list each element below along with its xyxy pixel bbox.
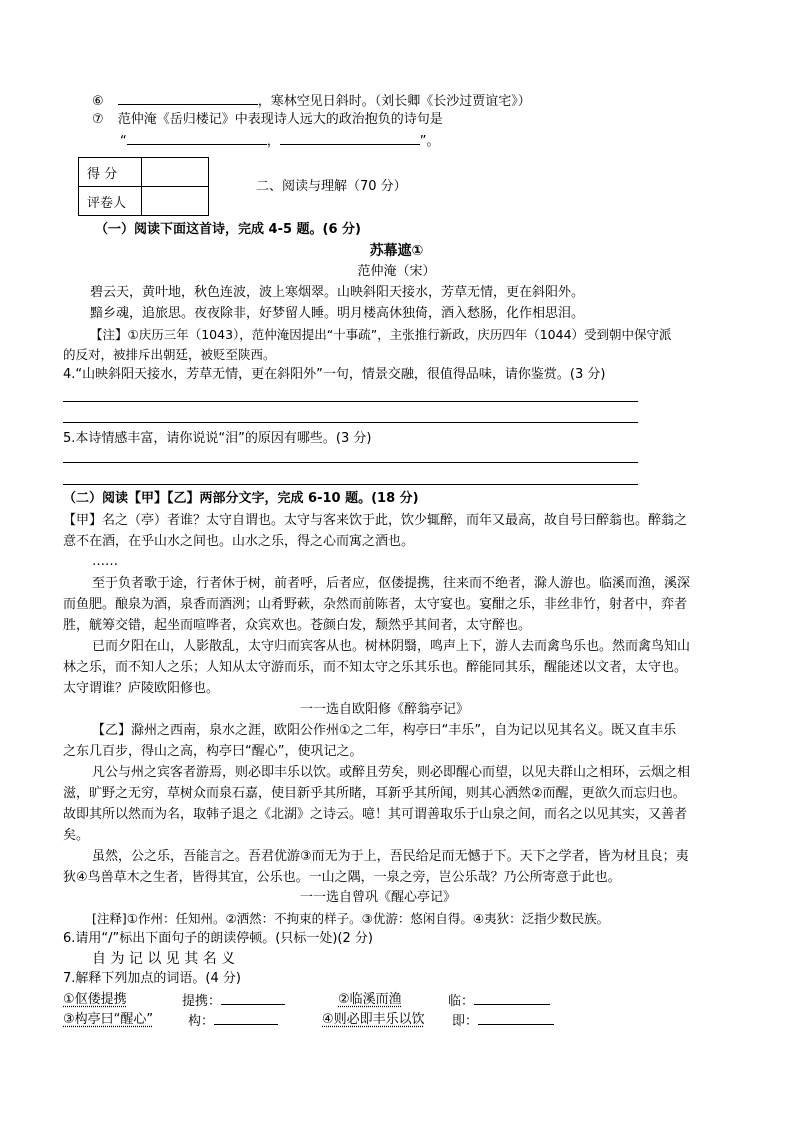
part2-heading: （二）阅读【甲】【乙】两部分文字，完成 6-10 题。(18 分) [63,491,419,506]
q7-open-quote: “ [120,134,127,149]
poem-note-cont: 的反对，被排斥出朝廷，被贬至陕西。 [63,347,276,362]
jia-text: 林之乐，而不知人之乐；人知从太守游而乐，而不知太守之乐其乐也。醉能同其乐，醒能述以文者，太守也。 [63,660,688,675]
q6-sentence[interactable]: 自 为 记 以 见 其 名 义 [92,951,236,967]
score-cell[interactable] [142,158,209,187]
grader-cell[interactable] [142,187,209,216]
q7-phrase: ③构亭曰“醒心” [63,1012,154,1027]
jia-text: 至于负者歌于途，行者休于树，前者呼，后者应，伛偻提携，往来而不绝者，滁人游也。临溪而渔，溪深 [92,576,691,591]
q7-item-3 [63,1012,153,1028]
q7-line [92,112,443,128]
question-4: 4.“山映斜阳天接水，芳草无情，更在斜阳外”一句，情景交融，很值得品味，请你鉴赏。(3 分) [63,367,606,382]
q7-item-4 [322,1012,425,1028]
q7-phrase: ②临溪而渔 [338,992,402,1007]
poem-note: 【注】①庆历三年（1043），范仲淹因提出“十事疏”，主张推行新政，庆历四年（1044）受到朝中保守派 [90,327,672,342]
q7-word: 构： [188,1014,215,1029]
q7-item-2 [338,992,402,1008]
yi-source: 一一选自曾巩《醒心亭记》 [300,890,457,905]
q7-answer-blank-2[interactable] [280,132,420,145]
poem-line: 黯乡魂，追旅思。夜夜除非，好梦留人睡。明月楼高休独倚，酒入愁肠，化作相思泪。 [90,306,585,321]
question-5: 5.本诗情感丰富，请你说说“泪”的原因有哪些。(3 分) [63,431,372,446]
jia-text: 太守谓谁？庐陵欧阳修也。 [63,681,220,696]
q7-word: 提携： [182,994,222,1009]
jia-text: 胜，觥筹交错，起坐而喧哗者，众宾欢也。苍颜白发，颓然乎其间者，太守醉也。 [63,618,532,633]
jia-source: 一一选自欧阳修《醉翁亭记》 [300,702,470,717]
q7-item-4-answer [452,1012,554,1030]
q7-answer-blank[interactable] [478,1012,554,1025]
q7-phrase: ④则必即丰乐以饮 [322,1012,425,1027]
q7-answer-blank-1[interactable] [127,132,267,145]
score-table [78,157,209,216]
yi-text: 滋，旷野之无穷，草树众而泉石嘉，使目新乎其所睹，耳新乎其所闻，则其心洒然②而醒，更欲久而忘归也。 [63,786,686,801]
q6-tail: ，寒林空见日斜时。（刘长卿《长沙过贾谊宅》） [257,94,531,109]
jia-text: 【甲】名之（亭）者谁？太守自谓也。太守与客来饮于此，饮少辄醉，而年又最高，故自号曰醉翁也。醉翁之 [63,513,688,528]
q7-answer-blank[interactable] [214,1012,278,1025]
yi-text: 矣。 [63,828,90,843]
q7-answer-blank[interactable] [474,992,550,1005]
q7-item-1-answer [182,992,285,1010]
yi-text: 凡公与州之宾客者游焉，则必即丰乐以饮。或醉且劳矣，则必即醒心而望，以见夫群山之相环，云烟之相 [92,765,691,780]
part1-heading: （一）阅读下面这首诗，完成 4-5 题。(6 分) [95,222,361,237]
grader-label: 评卷人 [79,187,142,216]
jia-ellipsis: …… [92,554,118,569]
jia-text: 意不在酒，在乎山水之间也。山水之乐，得之心而寓之酒也。 [63,534,415,549]
q7-word: 临： [448,994,475,1009]
q6-answer-blank[interactable] [118,92,258,105]
answer-line[interactable] [63,484,638,485]
jia-text: 而鱼肥。酿泉为酒，泉香而酒洌；山肴野蔌，杂然而前陈者，太守宴也。宴酣之乐，非丝非竹，射者中，弈者 [63,597,688,612]
q7-answer-blank[interactable] [221,992,285,1005]
poem-line: 碧云天，黄叶地，秋色连波，波上寒烟翠。山映斜阳天接水，芳草无情，更在斜阳外。 [90,285,585,300]
yi-text: 虽然，公之乐，吾能言之。吾君优游③而无为于上，吾民给足而无憾于下。天下之学者，皆为材且良；夷 [92,849,689,864]
q7-number: ⑦ [92,112,104,127]
score-label: 得 分 [79,158,142,187]
answer-line[interactable] [63,422,638,423]
q7-word: 即： [452,1014,479,1029]
q7-text: 范仲淹《岳归楼记》中表现诗人远大的政治抱负的诗句是 [117,112,443,127]
answer-line[interactable] [63,401,638,402]
q7-answer-line [120,132,440,150]
annotation-note: [注释]①作州：任知州。②洒然：不拘束的样子。③优游：悠闲自得。④夷狄：泛指少数民族。 [92,911,610,926]
section-title: 二、阅读与理解（70 分） [256,179,407,194]
q7-item-1 [63,992,127,1008]
q6-number: ⑥ [92,94,104,109]
poem-author: 范仲淹（宋） [357,264,436,279]
q6-line [92,92,531,110]
yi-text: 【乙】滁州之西南，泉水之涯，欧阳公作州①之二年，构亭曰“丰乐”，自为记以见其名义。既又直丰乐 [92,723,677,738]
jia-text: 已而夕阳在山，人影散乱，太守归而宾客从也。树林阴翳，鸣声上下，游人去而禽鸟乐也。然而禽鸟知山 [92,639,691,654]
question-6: 6.请用“/”标出下面句子的朗读停顿。(只标一处)(2 分) [63,931,373,946]
yi-text: 故即其所以然而为名，取韩子退之《北湖》之诗云。噫！其可谓善取乐于山泉之间，而名之以见其实，又善者 [63,807,688,822]
yi-text: 之东几百步，得山之高，构亭曰“醒心”，使巩记之。 [63,744,363,759]
q7-item-3-answer [188,1012,278,1030]
question-7: 7.解释下列加点的词语。(4 分) [63,971,241,986]
yi-text: 狄④鸟兽草木之生者，皆得其宜，公乐也。一山之隅，一泉之旁，岂公乐哉？乃公所寄意于此也。 [63,870,621,885]
q7-comma: ， [266,134,280,149]
poem-title: 苏幕遮① [369,243,424,259]
q7-item-2-answer [448,992,550,1010]
answer-line[interactable] [63,462,638,463]
q7-close-quote: ”。 [419,134,440,149]
q7-phrase: ①伛偻提携 [63,992,127,1007]
